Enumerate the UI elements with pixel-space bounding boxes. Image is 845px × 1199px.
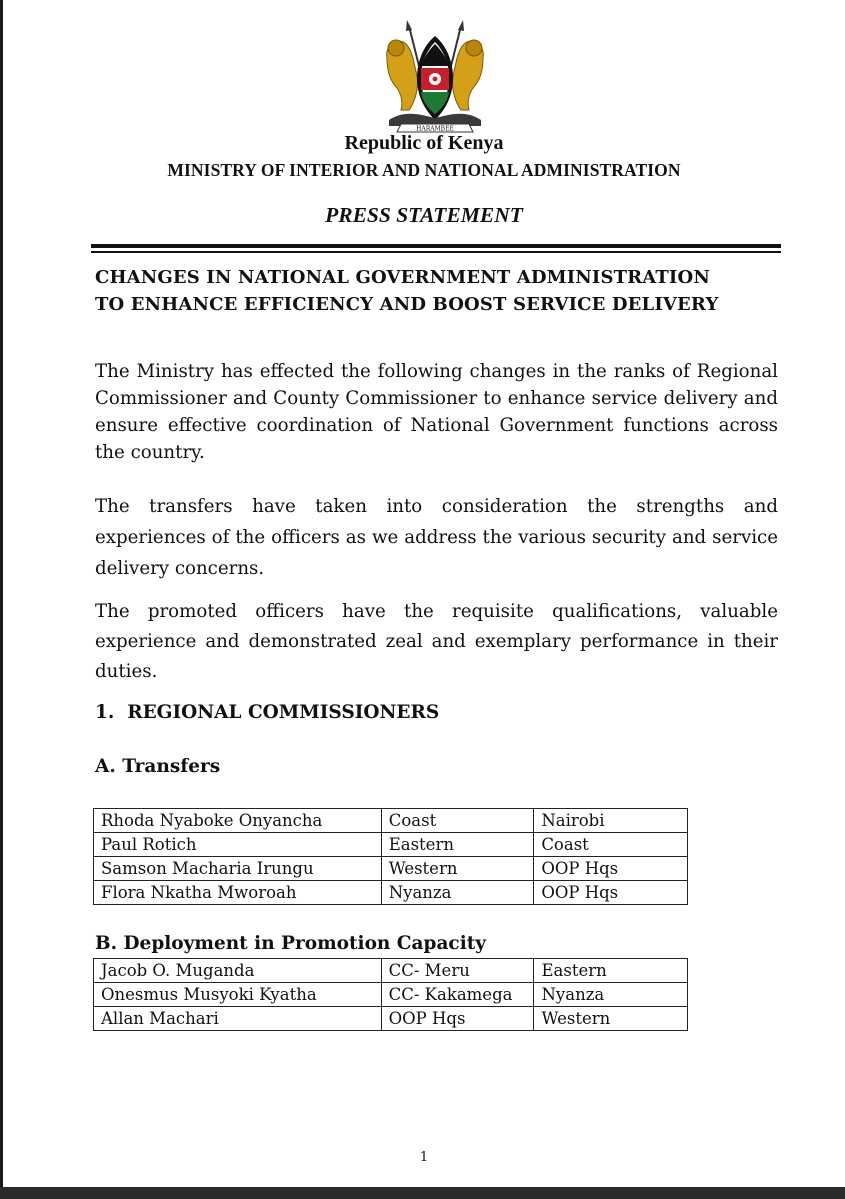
- table-row: [94, 881, 688, 905]
- from-station-cell: CC- Meru: [381, 959, 534, 983]
- from-station-cell: OOP Hqs: [381, 1007, 534, 1031]
- to-station-cell: Nyanza: [534, 983, 688, 1007]
- table-row: [94, 857, 688, 881]
- from-station-cell: Nyanza: [381, 881, 534, 905]
- table-row: [94, 833, 688, 857]
- from-station-cell: Eastern: [381, 833, 534, 857]
- section-heading-regional-commissioners: 1. REGIONAL COMMISSIONERS: [95, 702, 440, 723]
- officer-name-cell: Jacob O. Muganda: [94, 959, 382, 983]
- paragraph-transfers: The transfers have taken into consideration the strengths and experiences of the officers as we address the various security and service delivery concerns.: [95, 496, 778, 579]
- officer-name-cell: Samson Macharia Irungu: [94, 857, 382, 881]
- paragraph-intro: The Ministry has effected the following changes in the ranks of Regional Commissioner and County Commissioner to enhance service delivery and ensure effective coordination of National Government functions across the country.: [95, 361, 778, 463]
- table-row: [94, 809, 688, 833]
- from-station-cell: Coast: [381, 809, 534, 833]
- officer-name-cell: Allan Machari: [94, 1007, 382, 1031]
- to-station-cell: Coast: [534, 833, 688, 857]
- table-row: [94, 983, 688, 1007]
- from-station-cell: Western: [381, 857, 534, 881]
- page-number: 1: [419, 1150, 429, 1165]
- document-type-title: PRESS STATEMENT: [325, 203, 523, 227]
- to-station-cell: Eastern: [534, 959, 688, 983]
- svg-text:HARAMBEE: HARAMBEE: [416, 125, 454, 133]
- table-row: [94, 1007, 688, 1031]
- paragraph-promotions: The promoted officers have the requisite qualifications, valuable experience and demonstrated zeal and exemplary performance in their duties.: [95, 601, 778, 682]
- deployment-table: [93, 958, 688, 1031]
- transfers-table: [93, 808, 688, 905]
- from-station-cell: CC- Kakamega: [381, 983, 534, 1007]
- subsection-heading-transfers: A. Transfers: [95, 756, 221, 777]
- officer-name-cell: Flora Nkatha Mworoah: [94, 881, 382, 905]
- headline-line-1: CHANGES IN NATIONAL GOVERNMENT ADMINISTRATION: [95, 267, 710, 288]
- statement-headline: [95, 264, 785, 318]
- headline-line-2: TO ENHANCE EFFICIENCY AND BOOST SERVICE DELIVERY: [95, 294, 719, 315]
- to-station-cell: Western: [534, 1007, 688, 1031]
- officer-name-cell: Paul Rotich: [94, 833, 382, 857]
- table-row: [94, 959, 688, 983]
- to-station-cell: OOP Hqs: [534, 857, 688, 881]
- to-station-cell: Nairobi: [534, 809, 688, 833]
- officer-name-cell: Onesmus Musyoki Kyatha: [94, 983, 382, 1007]
- kenya-coat-of-arms-icon: [379, 18, 491, 136]
- subsection-heading-deployment: B. Deployment in Promotion Capacity: [95, 933, 487, 954]
- header-divider-thick: [91, 244, 781, 248]
- to-station-cell: OOP Hqs: [534, 881, 688, 905]
- country-name: Republic of Kenya: [344, 132, 504, 154]
- header-divider-thin: [91, 251, 781, 253]
- ministry-name: MINISTRY OF INTERIOR AND NATIONAL ADMINISTRATION: [167, 160, 681, 180]
- officer-name-cell: Rhoda Nyaboke Onyancha: [94, 809, 382, 833]
